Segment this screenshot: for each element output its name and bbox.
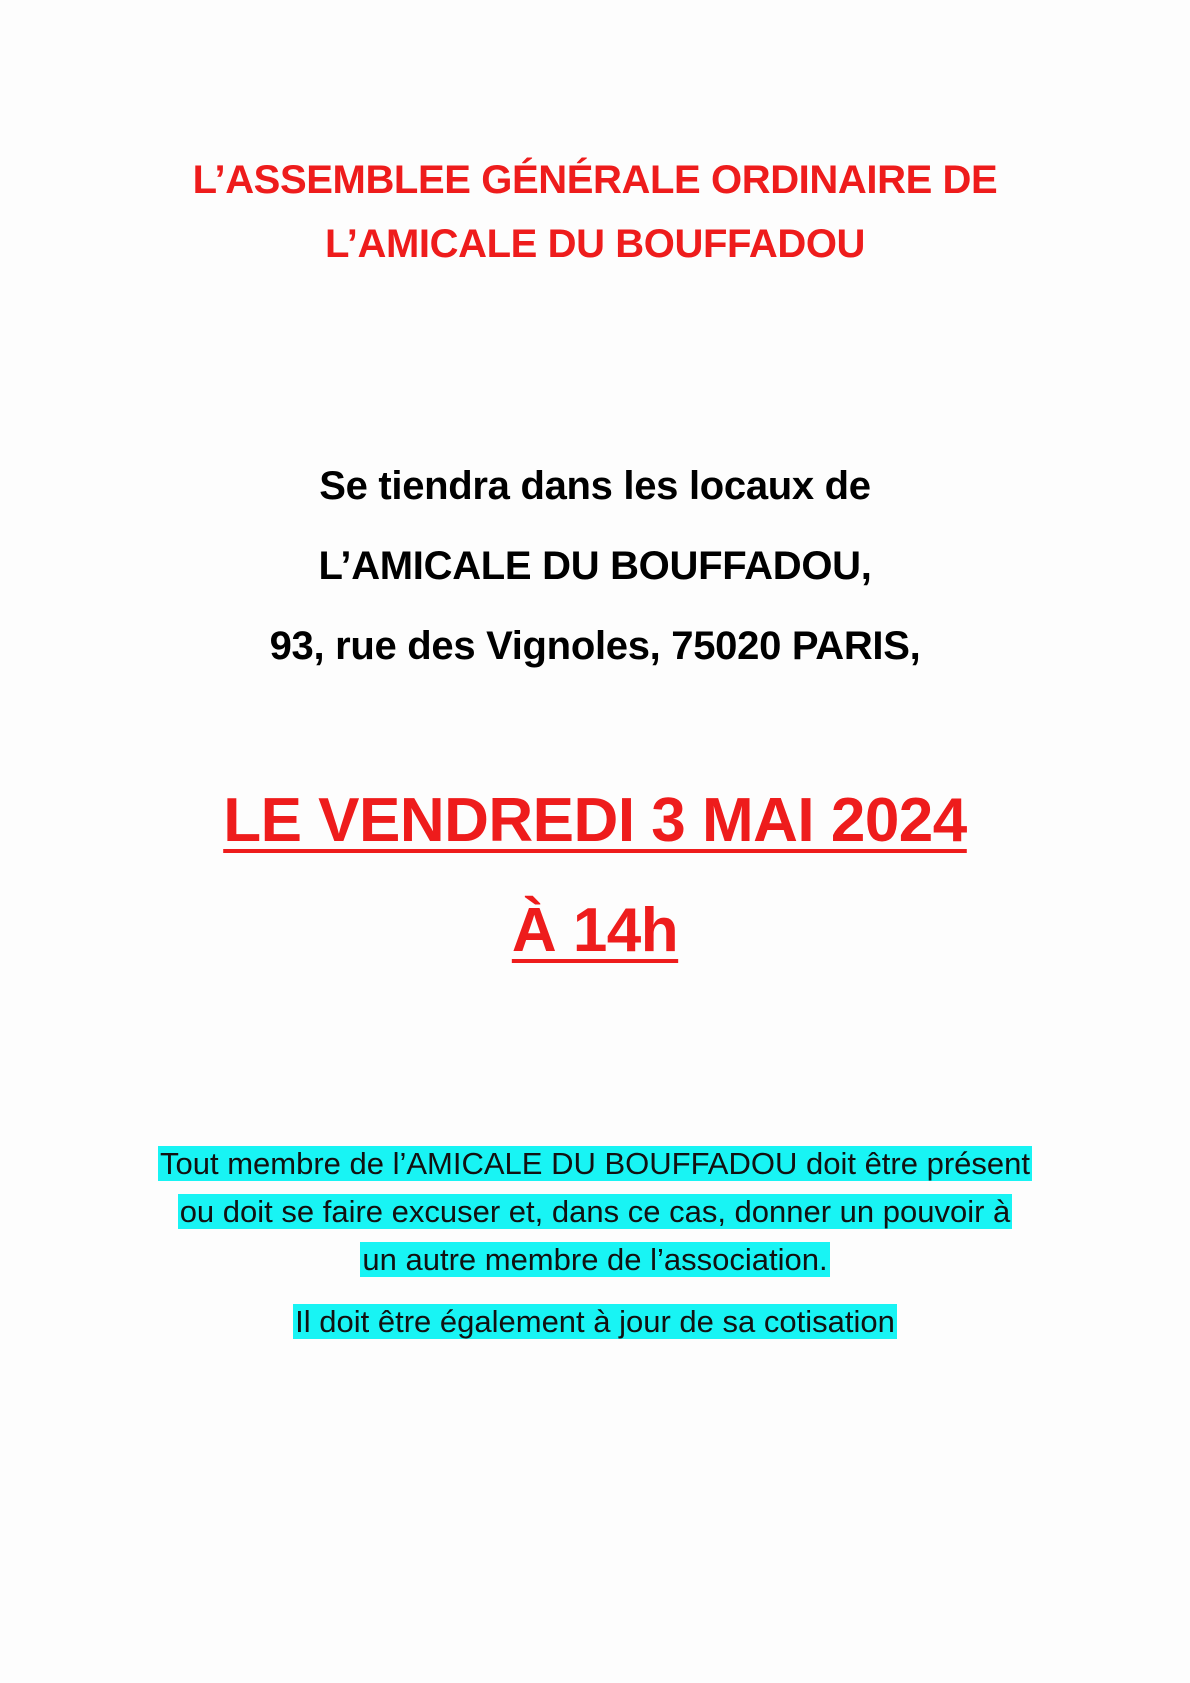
notice-line-3: un autre membre de l’association. — [362, 1242, 828, 1277]
meeting-time: À 14h — [511, 896, 679, 965]
page-title — [0, 148, 1190, 276]
notice-block — [0, 1140, 1190, 1346]
location-block — [0, 446, 1190, 686]
notice-spacer — [0, 1284, 1190, 1298]
notice-line-1: Tout membre de l’AMICALE DU BOUFFADOU doit être présent — [159, 1146, 1030, 1181]
date-block — [0, 766, 1190, 986]
title-line-1: L’ASSEMBLEE GÉNÉRALE ORDINAIRE DE — [192, 158, 998, 202]
location-address: 93, rue des Vignoles, 75020 PARIS, — [269, 624, 921, 668]
location-line-2: L’AMICALE DU BOUFFADOU, — [318, 544, 872, 588]
title-line-2: L’AMICALE DU BOUFFADOU — [324, 222, 866, 266]
notice-line-4: Il doit être également à jour de sa cotisation — [295, 1304, 895, 1339]
meeting-date: LE VENDREDI 3 MAI 2024 — [223, 786, 967, 855]
notice-line-2: ou doit se faire excuser et, dans ce cas, donner un pouvoir à — [179, 1194, 1011, 1229]
location-line-1: Se tiendra dans les locaux de — [319, 464, 871, 508]
